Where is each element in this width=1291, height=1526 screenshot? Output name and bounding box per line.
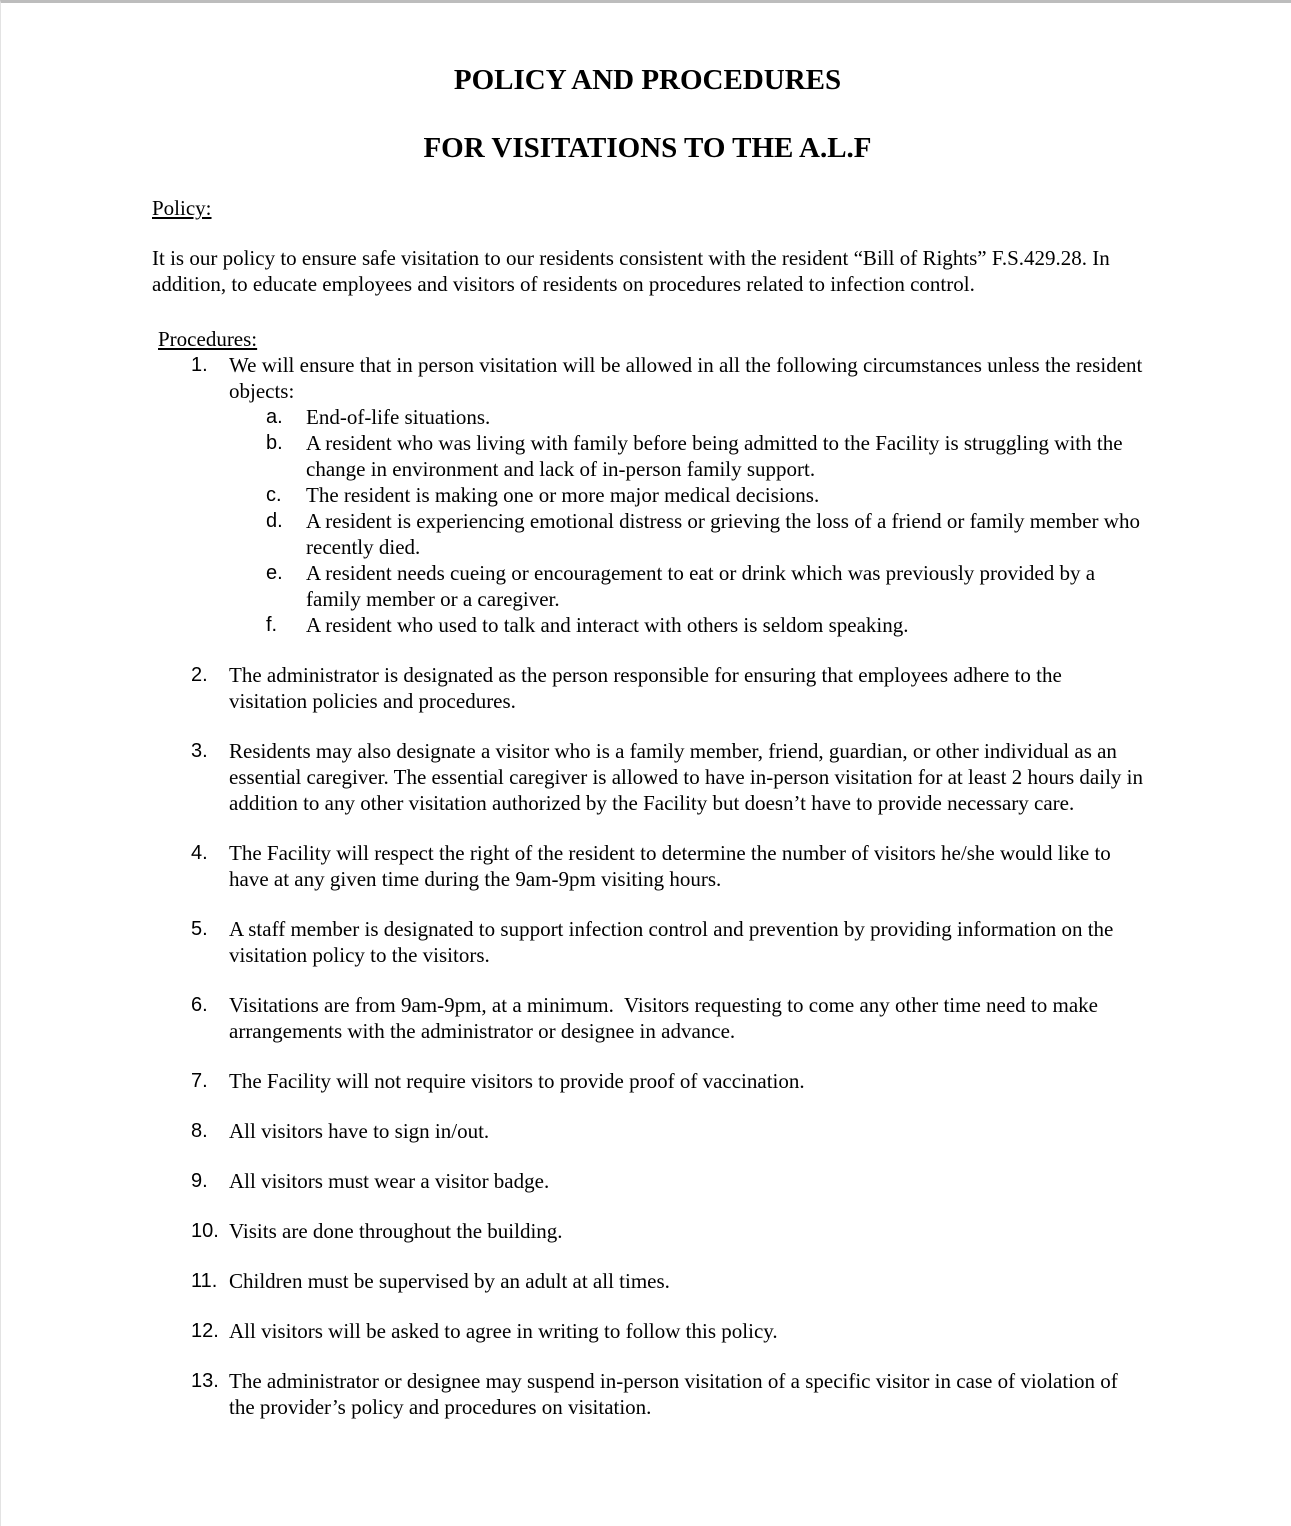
procedure-subitem-text: A resident needs cueing or encouragement to eat or drink which was previously provided by a family member or a caregiver. [306, 561, 1096, 611]
procedure-item-text: All visitors have to sign in/out. [229, 1119, 490, 1143]
procedure-subitem [266, 404, 1143, 430]
procedure-subitem-text: A resident who used to talk and interact with others is seldom speaking. [306, 613, 909, 637]
procedure-sublist [229, 404, 1143, 638]
procedure-item-body [229, 916, 1143, 968]
procedure-item-number: 13. [191, 1370, 219, 1392]
procedures-heading: Procedures: [158, 327, 258, 351]
procedures-list [152, 352, 1143, 1420]
procedure-item-number: 9. [191, 1170, 208, 1192]
procedure-item-number: 10. [191, 1220, 219, 1242]
procedure-item-body [229, 1168, 1143, 1194]
procedure-item-text: All visitors must wear a visitor badge. [229, 1169, 550, 1193]
procedure-item-body [229, 1318, 1143, 1344]
procedure-item-number: 1. [191, 354, 208, 376]
procedure-item-text: We will ensure that in person visitation will be allowed in all the following circumstances unless the resident objects: [229, 353, 1143, 403]
procedure-item [191, 1368, 1143, 1420]
procedure-item-text: The administrator or designee may suspend in-person visitation of a specific visitor in case of violation of the provider’s policy and procedures on visitation. [229, 1369, 1118, 1419]
procedure-item-number: 5. [191, 918, 208, 940]
procedure-subitem-letter: b. [266, 432, 283, 454]
procedure-item-text: Children must be supervised by an adult at all times. [229, 1269, 670, 1293]
procedure-item [191, 1268, 1143, 1294]
procedure-item-text: The administrator is designated as the person responsible for ensuring that employees adhere to the visitation policies and procedures. [229, 663, 1062, 713]
procedure-subitem-text: The resident is making one or more major medical decisions. [306, 483, 820, 507]
procedure-item-body [229, 1118, 1143, 1144]
procedure-item-body [229, 1368, 1143, 1420]
procedure-item-body [229, 992, 1143, 1044]
procedure-item [191, 1218, 1143, 1244]
procedure-item-number: 11. [191, 1270, 218, 1292]
document-title: POLICY AND PROCEDURES [453, 64, 842, 96]
procedure-item [191, 840, 1143, 892]
procedure-item-number: 2. [191, 664, 208, 686]
procedure-subitem-letter: d. [266, 510, 283, 532]
procedure-subitem [266, 508, 1143, 560]
procedure-item-body [229, 662, 1143, 714]
procedure-item-number: 8. [191, 1120, 208, 1142]
procedure-subitem-letter: a. [266, 406, 283, 428]
procedure-subitem [266, 560, 1143, 612]
procedure-item [191, 916, 1143, 968]
procedure-item-body [229, 352, 1143, 638]
procedure-item [191, 1168, 1143, 1194]
procedure-item [191, 662, 1143, 714]
procedure-item-text: The Facility will not require visitors to provide proof of vaccination. [229, 1069, 805, 1093]
procedure-item-body [229, 1068, 1143, 1094]
procedure-item [191, 1318, 1143, 1344]
procedure-subitem-text: End-of-life situations. [306, 405, 491, 429]
policy-heading: Policy: [152, 196, 212, 220]
policy-paragraph: It is our policy to ensure safe visitation to our residents consistent with the resident “Bill of Rights” F.S.429.28. In addition, to educate employees and visitors of residents on procedures related to infection control. [152, 246, 1110, 296]
procedure-item [191, 738, 1143, 816]
procedure-item-text: Visits are done throughout the building. [229, 1219, 563, 1243]
procedure-subitem [266, 482, 1143, 508]
procedure-item-number: 12. [191, 1320, 219, 1342]
procedure-item-body [229, 840, 1143, 892]
procedure-item-text: All visitors will be asked to agree in writing to follow this policy. [229, 1319, 778, 1343]
procedure-item [191, 1118, 1143, 1144]
procedure-item-body [229, 1268, 1143, 1294]
procedure-item-number: 6. [191, 994, 208, 1016]
procedure-subitem-text: A resident is experiencing emotional distress or grieving the loss of a friend or family member who recently died. [306, 509, 1140, 559]
procedure-item-text: A staff member is designated to support infection control and prevention by providing information on the visitation policy to the visitors. [229, 917, 1114, 967]
procedure-item-text: Visitations are from 9am-9pm, at a minimum. Visitors requesting to come any other time need to make arrangements with the administrator or designee in advance. [229, 993, 1098, 1043]
procedure-item-body [229, 1218, 1143, 1244]
procedure-item-text: The Facility will respect the right of the resident to determine the number of visitors he/she would like to have at any given time during the 9am-9pm visiting hours. [229, 841, 1111, 891]
procedure-subitem-letter: c. [266, 484, 282, 506]
procedure-item-text: Residents may also designate a visitor who is a family member, friend, guardian, or other individual as an essential caregiver. The essential caregiver is allowed to have in-person visitation for at least 2 hours daily in addition to any other visitation authorized by the Facility but doesn’t have to provide necessary care. [229, 739, 1143, 815]
procedure-subitem-text: A resident who was living with family before being admitted to the Facility is struggling with the change in environment and lack of in-person family support. [306, 431, 1123, 481]
procedure-item-body [229, 738, 1143, 816]
procedure-item [191, 992, 1143, 1044]
procedure-item-number: 7. [191, 1070, 208, 1092]
procedure-subitem-letter: f. [266, 614, 278, 636]
procedure-item-number: 3. [191, 740, 208, 762]
procedure-item-number: 4. [191, 842, 208, 864]
procedure-item [191, 1068, 1143, 1094]
procedure-item [191, 352, 1143, 638]
procedure-subitem [266, 612, 1143, 638]
procedure-subitem [266, 430, 1143, 482]
procedure-subitem-letter: e. [266, 562, 283, 584]
document-subtitle: FOR VISITATIONS TO THE A.L.F [423, 132, 872, 164]
